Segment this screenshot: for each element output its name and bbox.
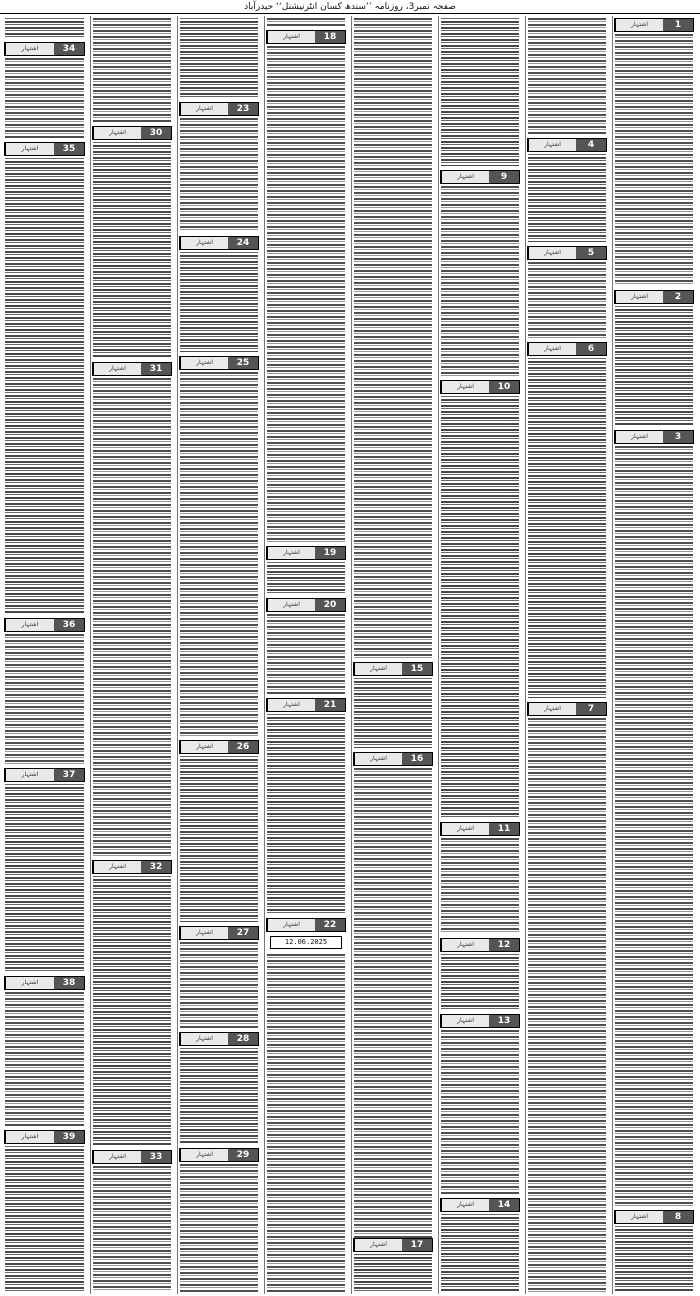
ad-39-text xyxy=(5,1146,84,1292)
ad-10-header xyxy=(440,380,520,394)
ad-20-header xyxy=(266,598,346,612)
ad-number: 27 xyxy=(228,927,258,939)
ad-label: اشتہار xyxy=(267,919,315,931)
ad-35-header xyxy=(4,142,85,156)
ad-33-text xyxy=(93,1166,171,1292)
ad-14-text xyxy=(441,1214,519,1292)
ad-continuation-text xyxy=(441,18,519,166)
ad-number: 26 xyxy=(228,741,258,753)
ad-7[interactable] xyxy=(527,700,607,1294)
ad-label: اشتہار xyxy=(615,1211,663,1223)
ad-9[interactable] xyxy=(440,168,520,378)
ad-number: 35 xyxy=(54,143,84,155)
ad-number: 2 xyxy=(663,291,693,303)
ad-6-text xyxy=(528,358,606,698)
ad-6[interactable] xyxy=(527,340,607,700)
ad-label: اشتہار xyxy=(93,1151,141,1163)
ad-15-header xyxy=(353,662,433,676)
ad-37[interactable] xyxy=(4,766,85,974)
ad-label: اشتہار xyxy=(528,343,576,355)
ad-35[interactable] xyxy=(4,140,85,616)
ad-26[interactable] xyxy=(179,738,259,924)
ad-16-header xyxy=(353,752,433,766)
ad-25-header xyxy=(179,356,259,370)
ad-number: 18 xyxy=(315,31,345,43)
ad-3-header xyxy=(614,430,694,444)
ad-number: 21 xyxy=(315,699,345,711)
ad-6-header xyxy=(527,342,607,356)
ad-continuation-text xyxy=(180,18,258,98)
page-title: صفحہ نمبر3، روزنامہ ’’سندھ کسان انٹرنیشنل‘‘ حیدرآباد xyxy=(0,0,700,14)
ad-top-col7[interactable] xyxy=(92,16,172,124)
ad-top-col5[interactable] xyxy=(266,16,346,28)
ad-31[interactable] xyxy=(92,360,172,858)
ad-24[interactable] xyxy=(179,234,259,354)
ad-number: 5 xyxy=(576,247,606,259)
ad-35-text xyxy=(5,158,84,614)
ad-12-text xyxy=(441,954,519,1010)
ad-23-header xyxy=(179,102,259,116)
ad-continuation-text xyxy=(528,18,606,134)
ad-number: 25 xyxy=(228,357,258,369)
ad-label: اشتہار xyxy=(5,143,54,155)
ad-23[interactable] xyxy=(179,100,259,234)
ad-24-text xyxy=(180,252,258,352)
ad-label: اشتہار xyxy=(528,139,576,151)
ad-label: اشتہار xyxy=(528,703,576,715)
ad-30[interactable] xyxy=(92,124,172,360)
ad-number: 7 xyxy=(576,703,606,715)
ad-17-header xyxy=(353,1238,433,1252)
ad-9-text xyxy=(441,186,519,376)
ad-8-header xyxy=(614,1210,694,1224)
ad-13[interactable] xyxy=(440,1012,520,1196)
ad-label: اشتہار xyxy=(267,599,315,611)
ad-16-text xyxy=(354,768,432,1278)
ad-11-header xyxy=(440,822,520,836)
column-8 xyxy=(3,16,86,1294)
ad-34-header xyxy=(4,42,85,56)
ad-number: 12 xyxy=(489,939,519,951)
ad-3[interactable] xyxy=(614,428,694,1208)
ad-15-text xyxy=(354,678,432,748)
column-4 xyxy=(351,16,434,1294)
ad-label: اشتہار xyxy=(93,363,141,375)
ad-25-text xyxy=(180,372,258,736)
ad-39-header xyxy=(4,1130,85,1144)
ad-21-text xyxy=(267,714,345,914)
ad-number: 9 xyxy=(489,171,519,183)
ad-number: 31 xyxy=(141,363,171,375)
ad-22-date: 12.06.2025 xyxy=(270,936,342,949)
ad-13-header xyxy=(440,1014,520,1028)
ad-label: اشتہار xyxy=(528,247,576,259)
ad-30-header xyxy=(92,126,172,140)
ad-number: 17 xyxy=(402,1239,432,1251)
ad-label: اشتہار xyxy=(5,619,54,631)
ad-number: 20 xyxy=(315,599,345,611)
ad-29-text xyxy=(180,1164,258,1292)
ad-21[interactable] xyxy=(266,696,346,916)
ad-8-text xyxy=(615,1226,693,1292)
ad-label: اشتہار xyxy=(615,19,663,31)
ad-number: 37 xyxy=(54,769,84,781)
ad-30-text xyxy=(93,142,171,358)
ad-17-text xyxy=(354,1254,432,1292)
ad-34-text xyxy=(5,58,84,138)
ad-7-text xyxy=(528,718,606,1292)
ad-number: 14 xyxy=(489,1199,519,1211)
ad-5-text xyxy=(528,262,606,338)
ad-number: 22 xyxy=(315,919,345,931)
ad-label: اشتہار xyxy=(267,31,315,43)
ad-label: اشتہار xyxy=(441,1199,489,1211)
ad-label: اشتہار xyxy=(441,381,489,393)
ad-2[interactable] xyxy=(614,288,694,428)
ad-label: اشتہار xyxy=(93,127,141,139)
ad-label: اشتہار xyxy=(441,1015,489,1027)
ad-label: اشتہار xyxy=(615,431,663,443)
ad-10[interactable] xyxy=(440,378,520,820)
ad-number: 23 xyxy=(228,103,258,115)
ad-17[interactable] xyxy=(353,1236,433,1294)
ad-36-header xyxy=(4,618,85,632)
ad-number: 32 xyxy=(141,861,171,873)
ad-number: 8 xyxy=(663,1211,693,1223)
ad-19[interactable] xyxy=(266,544,346,596)
ad-22-header xyxy=(266,918,346,932)
ad-number: 28 xyxy=(228,1033,258,1045)
ad-14-header xyxy=(440,1198,520,1212)
ad-label: اشتہار xyxy=(354,1239,402,1251)
ad-label: اشتہار xyxy=(180,103,228,115)
column-5 xyxy=(264,16,347,1294)
ad-continuation-text xyxy=(5,18,84,38)
column-7 xyxy=(90,16,173,1294)
ad-22-text xyxy=(267,954,345,1292)
ad-32-header xyxy=(92,860,172,874)
ad-label: اشتہار xyxy=(441,171,489,183)
ad-10-text xyxy=(441,396,519,818)
ad-number: 30 xyxy=(141,127,171,139)
ad-37-text xyxy=(5,784,84,972)
ad-number: 16 xyxy=(402,753,432,765)
ad-12-header xyxy=(440,938,520,952)
ad-12[interactable] xyxy=(440,936,520,1012)
column-2 xyxy=(525,16,608,1294)
ad-label: اشتہار xyxy=(441,939,489,951)
ad-39[interactable] xyxy=(4,1128,85,1294)
ad-label: اشتہار xyxy=(5,769,54,781)
ad-15[interactable] xyxy=(353,660,433,750)
ad-31-header xyxy=(92,362,172,376)
ad-28[interactable] xyxy=(179,1030,259,1146)
ad-label: اشتہار xyxy=(615,291,663,303)
ad-25[interactable] xyxy=(179,354,259,738)
ad-number: 19 xyxy=(315,547,345,559)
ad-33[interactable] xyxy=(92,1148,172,1294)
ad-number: 39 xyxy=(54,1131,84,1143)
ad-label: اشتہار xyxy=(5,977,54,989)
ad-4-header xyxy=(527,138,607,152)
ad-7-header xyxy=(527,702,607,716)
ad-2-text xyxy=(615,306,693,426)
ad-continuation-text xyxy=(267,18,345,26)
ad-number: 29 xyxy=(228,1149,258,1161)
ad-top-col6[interactable] xyxy=(179,16,259,100)
ad-number: 11 xyxy=(489,823,519,835)
ad-number: 34 xyxy=(54,43,84,55)
ad-label: اشتہار xyxy=(180,1149,228,1161)
ad-number: 4 xyxy=(576,139,606,151)
ad-31-text xyxy=(93,378,171,856)
ad-number: 10 xyxy=(489,381,519,393)
ad-label: اشتہار xyxy=(180,1033,228,1045)
ad-27-text xyxy=(180,942,258,1028)
ad-5-header xyxy=(527,246,607,260)
ad-top-col4[interactable] xyxy=(353,16,433,660)
ad-label: اشتہار xyxy=(354,663,402,675)
ad-18[interactable] xyxy=(266,28,346,544)
ad-26-header xyxy=(179,740,259,754)
ad-32[interactable] xyxy=(92,858,172,1148)
ad-number: 13 xyxy=(489,1015,519,1027)
ad-38[interactable] xyxy=(4,974,85,1128)
ad-number: 15 xyxy=(402,663,432,675)
ad-22[interactable] xyxy=(266,916,346,1294)
ad-number: 1 xyxy=(663,19,693,31)
ad-number: 36 xyxy=(54,619,84,631)
ad-33-header xyxy=(92,1150,172,1164)
ad-top-col3[interactable] xyxy=(440,16,520,168)
ad-3-text xyxy=(615,446,693,1206)
ad-label: اشتہار xyxy=(93,861,141,873)
ad-19-text xyxy=(267,562,345,594)
ad-18-header xyxy=(266,30,346,44)
ad-label: اشتہار xyxy=(180,357,228,369)
ad-4[interactable] xyxy=(527,136,607,244)
ad-11-text xyxy=(441,838,519,934)
ad-38-text xyxy=(5,992,84,1126)
ad-continuation-text xyxy=(354,18,432,658)
ad-label: اشتہار xyxy=(354,753,402,765)
ad-18-text xyxy=(267,46,345,542)
ad-28-header xyxy=(179,1032,259,1046)
ad-top-col2[interactable] xyxy=(527,16,607,136)
ad-27[interactable] xyxy=(179,924,259,1030)
ad-9-header xyxy=(440,170,520,184)
ad-2-header xyxy=(614,290,694,304)
ad-32-text xyxy=(93,876,171,1146)
ad-29-header xyxy=(179,1148,259,1162)
ad-20[interactable] xyxy=(266,596,346,696)
ad-13-text xyxy=(441,1030,519,1194)
column-1 xyxy=(612,16,695,1294)
ad-label: اشتہار xyxy=(180,237,228,249)
ad-11[interactable] xyxy=(440,820,520,936)
ad-4-text xyxy=(528,154,606,242)
ad-19-header xyxy=(266,546,346,560)
ad-number: 33 xyxy=(141,1151,171,1163)
classified-columns xyxy=(3,16,697,1294)
ad-29[interactable] xyxy=(179,1146,259,1294)
ad-1-text xyxy=(615,34,693,286)
ad-36-text xyxy=(5,634,84,764)
ad-1-header xyxy=(614,18,694,32)
ad-16[interactable] xyxy=(353,750,433,1280)
ad-24-header xyxy=(179,236,259,250)
ad-label: اشتہار xyxy=(267,547,315,559)
column-3 xyxy=(438,16,521,1294)
ad-continuation-text xyxy=(93,18,171,122)
ad-top-col8[interactable] xyxy=(4,16,85,40)
ad-label: اشتہار xyxy=(267,699,315,711)
ad-1[interactable] xyxy=(614,16,694,288)
ad-number: 6 xyxy=(576,343,606,355)
ad-8[interactable] xyxy=(614,1208,694,1294)
ad-27-header xyxy=(179,926,259,940)
ad-14[interactable] xyxy=(440,1196,520,1294)
ad-label: اشتہار xyxy=(180,927,228,939)
ad-label: اشتہار xyxy=(5,43,54,55)
ad-5[interactable] xyxy=(527,244,607,340)
ad-21-header xyxy=(266,698,346,712)
ad-label: اشتہار xyxy=(441,823,489,835)
ad-28-text xyxy=(180,1048,258,1144)
ad-number: 3 xyxy=(663,431,693,443)
ad-38-header xyxy=(4,976,85,990)
ad-number: 24 xyxy=(228,237,258,249)
ad-20-text xyxy=(267,614,345,694)
ad-label: اشتہار xyxy=(5,1131,54,1143)
ad-26-text xyxy=(180,756,258,922)
column-6 xyxy=(177,16,260,1294)
ad-36[interactable] xyxy=(4,616,85,766)
ad-label: اشتہار xyxy=(180,741,228,753)
ad-37-header xyxy=(4,768,85,782)
ad-34[interactable] xyxy=(4,40,85,140)
ad-number: 38 xyxy=(54,977,84,989)
ad-23-text xyxy=(180,118,258,232)
